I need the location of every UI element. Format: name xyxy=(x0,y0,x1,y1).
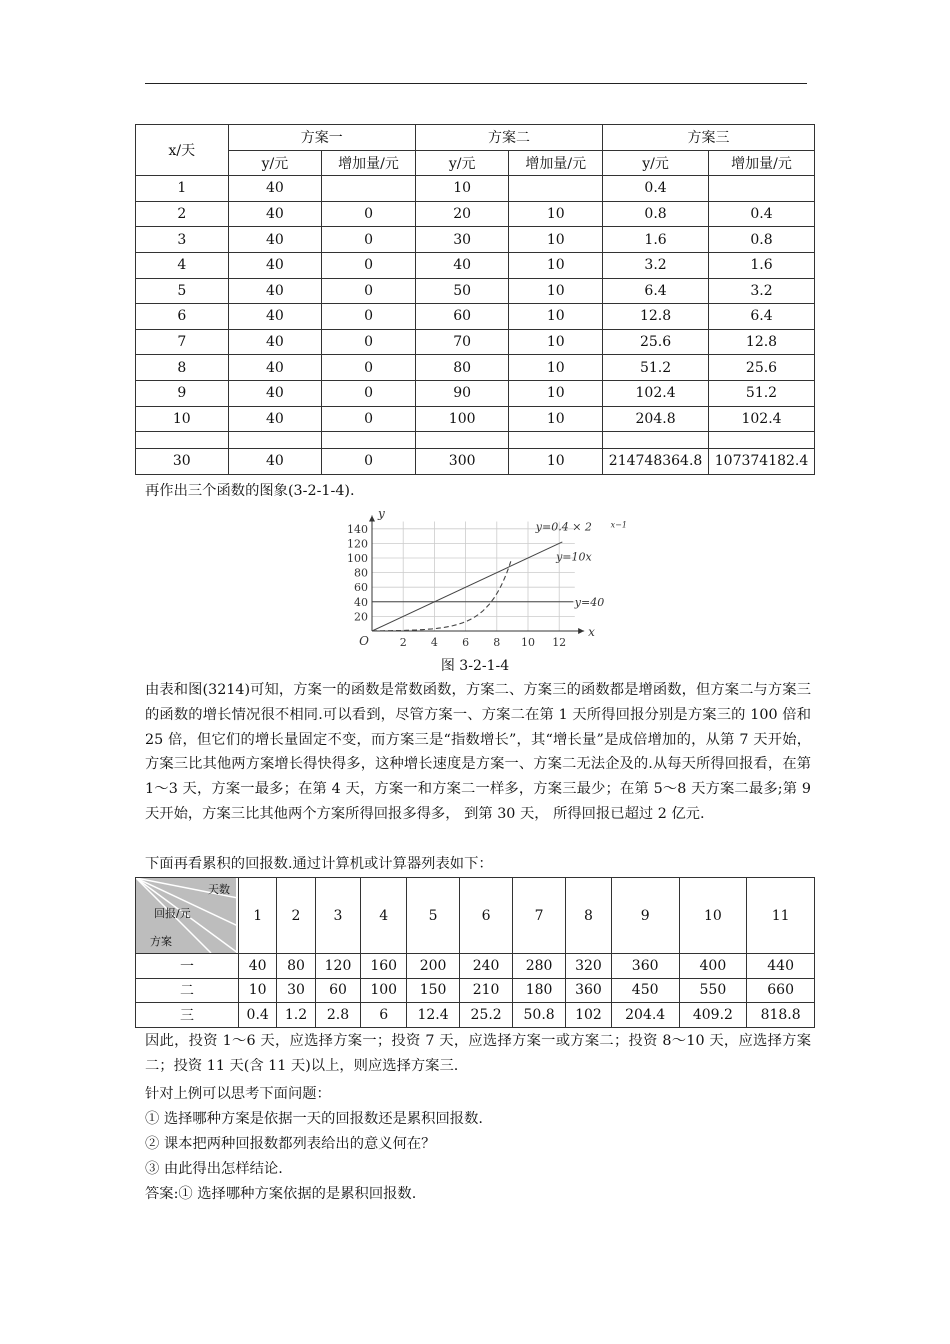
table-cell: 30 xyxy=(136,449,229,475)
day-header: 2 xyxy=(277,878,315,954)
table-cell: 0 xyxy=(322,278,416,304)
table-cell: 818.8 xyxy=(747,1003,815,1028)
table-cell xyxy=(228,432,322,449)
table-cell: 400 xyxy=(679,954,747,979)
y-tick-label: 40 xyxy=(354,595,368,609)
table-cell: 12.8 xyxy=(603,304,709,330)
table-cell: 0 xyxy=(322,201,416,227)
table-cell: 2.8 xyxy=(315,1003,361,1028)
day-header: 8 xyxy=(566,878,612,954)
table-cell: 440 xyxy=(747,954,815,979)
table-cell: 1 xyxy=(136,176,229,202)
answer-line: 答案:① 选择哪种方案依据的是累积回报数. xyxy=(145,1186,417,1202)
day-header: 7 xyxy=(513,878,566,954)
table-cell xyxy=(322,432,416,449)
x-tick-label: 2 xyxy=(399,636,407,649)
table-cell xyxy=(603,432,709,449)
x-tick-label: 6 xyxy=(462,636,470,649)
question-1: ① 选择哪种方案是依据一天的回报数还是累积回报数. xyxy=(145,1111,483,1127)
table-cell: 51.2 xyxy=(603,355,709,381)
day-header: 10 xyxy=(679,878,747,954)
series-label-exponential: y=0.4 × 2 xyxy=(535,520,592,534)
table-cell: 90 xyxy=(415,380,509,406)
table-cell: 0 xyxy=(322,252,416,278)
table-row xyxy=(136,329,815,355)
table-cell: 107374182.4 xyxy=(709,449,815,475)
table-cell: 10 xyxy=(509,380,603,406)
table-cell: 30 xyxy=(415,227,509,253)
x-tick-label: 12 xyxy=(552,636,567,649)
question-3: ③ 由此得出怎样结论. xyxy=(145,1161,283,1177)
intro-text: 再作出三个函数的图象(3-2-1-4). xyxy=(145,483,355,499)
sub-y: y/元 xyxy=(415,150,509,176)
table-cell: 450 xyxy=(611,978,679,1003)
table-cell: 204.8 xyxy=(603,406,709,432)
plan-label: 一 xyxy=(136,954,239,979)
table-cell xyxy=(415,432,509,449)
table-cell xyxy=(709,176,815,202)
table-cell: 2 xyxy=(136,201,229,227)
table-cell: 40 xyxy=(228,278,322,304)
table-cell: 0 xyxy=(322,355,416,381)
origin-label: O xyxy=(359,634,369,648)
table-cell: 6 xyxy=(136,304,229,330)
x-axis-arrow xyxy=(578,628,584,634)
y-tick-label: 100 xyxy=(347,552,368,565)
y-tick-label: 80 xyxy=(354,566,368,580)
header-plan-3: 方案三 xyxy=(603,125,815,151)
cumulative-intro: 下面再看累积的回报数.通过计算机或计算器列表如下： xyxy=(145,856,493,872)
sub-y: y/元 xyxy=(603,150,709,176)
cumulative-return-table xyxy=(135,877,815,1028)
table-cell: 0 xyxy=(322,380,416,406)
table-cell: 6 xyxy=(361,1003,407,1028)
day-header: 9 xyxy=(611,878,679,954)
x-axis-label: x xyxy=(588,625,595,639)
table-cell: 180 xyxy=(513,978,566,1003)
table-row xyxy=(136,380,815,406)
table-row xyxy=(136,176,815,202)
table-cell xyxy=(509,176,603,202)
table-cell: 9 xyxy=(136,380,229,406)
x-tick-label: 10 xyxy=(521,636,535,649)
conclusion-paragraph: 因此，投资 1～6 天，应选择方案一；投资 7 天，应选择方案一或方案二；投资 8～10 天，应选择方案二；投资 11 天(含 11 天)以上，则应选择方案三. xyxy=(145,1033,811,1074)
table-cell: 120 xyxy=(315,954,361,979)
table-cell: 280 xyxy=(513,954,566,979)
question-2: ② 课本把两种回报数都列表给出的意义何在？ xyxy=(145,1136,436,1152)
series-line-linear xyxy=(372,542,562,631)
table-cell xyxy=(136,432,229,449)
table-cell: 5 xyxy=(136,278,229,304)
question-intro: 针对上例可以思考下面问题： xyxy=(145,1086,331,1102)
table-cell: 25.6 xyxy=(603,329,709,355)
day-header: 11 xyxy=(747,878,815,954)
table-cell: 550 xyxy=(679,978,747,1003)
table-cell: 10 xyxy=(509,449,603,475)
x-tick-label: 4 xyxy=(430,636,438,649)
table-cell xyxy=(322,176,416,202)
table-cell: 50.8 xyxy=(513,1003,566,1028)
table-cell: 3.2 xyxy=(603,252,709,278)
table-row xyxy=(136,278,815,304)
day-header: 6 xyxy=(460,878,513,954)
table-cell: 80 xyxy=(277,954,315,979)
table-cell: 214748364.8 xyxy=(603,449,709,475)
table-cell: 10 xyxy=(509,329,603,355)
sub-y: y/元 xyxy=(228,150,322,176)
table-cell: 0.4 xyxy=(239,1003,277,1028)
header-plan-1: 方案一 xyxy=(228,125,415,151)
function-graph xyxy=(330,502,627,652)
figure-caption: 图 3-2-1-4 xyxy=(440,658,510,674)
table-cell: 10 xyxy=(509,406,603,432)
table-cell xyxy=(509,432,603,449)
table-cell: 204.4 xyxy=(611,1003,679,1028)
table-cell: 409.2 xyxy=(679,1003,747,1028)
table-cell: 102.4 xyxy=(709,406,815,432)
table-cell: 51.2 xyxy=(709,380,815,406)
table-cell: 0 xyxy=(322,449,416,475)
table-cell: 6.4 xyxy=(709,304,815,330)
y-axis-arrow xyxy=(369,516,375,522)
table-cell: 100 xyxy=(415,406,509,432)
table-cell: 40 xyxy=(228,406,322,432)
table-cell: 1.6 xyxy=(709,252,815,278)
series-label-constant: y=40 xyxy=(574,595,605,609)
table-cell: 1.6 xyxy=(603,227,709,253)
day-header: 1 xyxy=(239,878,277,954)
table-cell: 20 xyxy=(415,201,509,227)
table-cell: 0 xyxy=(322,227,416,253)
table-cell: 10 xyxy=(509,355,603,381)
table-cell: 10 xyxy=(239,978,277,1003)
table-cell: 3.2 xyxy=(709,278,815,304)
table-cell: 10 xyxy=(509,227,603,253)
day-header: 3 xyxy=(315,878,361,954)
table-cell: 102 xyxy=(566,1003,612,1028)
series-label-exponential-exponent: x−1 xyxy=(610,520,627,530)
sub-inc: 增加量/元 xyxy=(509,150,603,176)
table-cell: 10 xyxy=(415,176,509,202)
table-row xyxy=(136,406,815,432)
table-cell: 0.8 xyxy=(603,201,709,227)
table-cell: 3 xyxy=(136,227,229,253)
table-cell: 0.4 xyxy=(603,176,709,202)
daily-return-table xyxy=(135,124,815,475)
table-cell: 40 xyxy=(228,252,322,278)
plan-label: 三 xyxy=(136,1003,239,1028)
y-tick-label: 140 xyxy=(347,522,368,536)
header-plan-2: 方案二 xyxy=(415,125,602,151)
table-cell: 70 xyxy=(415,329,509,355)
table-row xyxy=(136,355,815,381)
table-cell: 60 xyxy=(415,304,509,330)
table-cell: 8 xyxy=(136,355,229,381)
series-line-exponential xyxy=(372,561,511,631)
table-row xyxy=(136,954,815,979)
table-cell: 12.8 xyxy=(709,329,815,355)
table-cell: 40 xyxy=(228,227,322,253)
table-row xyxy=(136,201,815,227)
analysis-paragraph: 由表和图(3214)可知，方案一的函数是常数函数，方案二、方案三的函数都是增函数，但方案二与方案三的函数的增长情况很不相同.可以看到，尽管方案一、方案二在第 1 天所得回报分别是方案三的 100 倍和 25 倍，但它们的增长量固定不变，而方案三是“指数增长”，其“增长量”是成倍增加的，从第 7 天开始，方案三比其他两方案增长得快得多，这种增长速度是方案一、方案二无法企及的.从每天所得回报看，在第 1～3 天，方案一最多；在第 4 天，方案一和方案二一样多，方案三最少；在第 5～8 天方案二最多;第 9 天开始，方案三比其他两个方案所得回报多得多， 到第 30 天， 所得回报已超过 2 亿元. xyxy=(145,682,811,822)
table-cell: 0 xyxy=(322,304,416,330)
header-x: x/天 xyxy=(136,125,229,176)
series-label-linear: y=10x xyxy=(556,550,592,564)
table-cell: 40 xyxy=(228,201,322,227)
table-cell: 1.2 xyxy=(277,1003,315,1028)
table-cell: 0.4 xyxy=(709,201,815,227)
table-cell: 0 xyxy=(322,406,416,432)
y-tick-label: 20 xyxy=(354,610,368,624)
table-row xyxy=(136,227,815,253)
sub-inc: 增加量/元 xyxy=(709,150,815,176)
table-cell: 150 xyxy=(407,978,460,1003)
table-cell: 10 xyxy=(509,304,603,330)
sub-inc: 增加量/元 xyxy=(322,150,416,176)
table-cell: 200 xyxy=(407,954,460,979)
day-header: 4 xyxy=(361,878,407,954)
y-tick-label: 60 xyxy=(354,581,368,595)
table-cell: 102.4 xyxy=(603,380,709,406)
table-cell: 6.4 xyxy=(603,278,709,304)
table-cell: 80 xyxy=(415,355,509,381)
table-cell: 12.4 xyxy=(407,1003,460,1028)
table-cell: 40 xyxy=(228,449,322,475)
x-tick-label: 8 xyxy=(493,636,501,649)
corner-return: 回报/元 xyxy=(154,907,191,920)
table-cell: 160 xyxy=(361,954,407,979)
table-cell: 25.2 xyxy=(460,1003,513,1028)
table-cell: 10 xyxy=(136,406,229,432)
table-cell: 40 xyxy=(228,304,322,330)
table-cell: 0.8 xyxy=(709,227,815,253)
table-cell: 320 xyxy=(566,954,612,979)
table-cell: 40 xyxy=(228,355,322,381)
corner-plan: 方案 xyxy=(150,935,172,948)
plan-label: 二 xyxy=(136,978,239,1003)
table-cell: 40 xyxy=(228,329,322,355)
table-row xyxy=(136,252,815,278)
table-row xyxy=(136,1003,815,1028)
table-row xyxy=(136,449,815,475)
table-cell: 300 xyxy=(415,449,509,475)
table-cell: 10 xyxy=(509,252,603,278)
day-header: 5 xyxy=(407,878,460,954)
table-cell: 40 xyxy=(228,176,322,202)
corner-cell xyxy=(136,878,239,954)
table-cell: 660 xyxy=(747,978,815,1003)
table-cell: 210 xyxy=(460,978,513,1003)
table-cell: 10 xyxy=(509,201,603,227)
header-rule xyxy=(145,83,807,84)
table-row-gap xyxy=(136,432,815,449)
table-row xyxy=(136,978,815,1003)
table-cell: 0 xyxy=(322,329,416,355)
table-cell: 50 xyxy=(415,278,509,304)
table-cell: 360 xyxy=(566,978,612,1003)
table-cell: 60 xyxy=(315,978,361,1003)
y-axis-label: y xyxy=(378,506,385,521)
table-cell xyxy=(709,432,815,449)
y-tick-label: 120 xyxy=(347,537,368,551)
table-cell: 4 xyxy=(136,252,229,278)
table-cell: 40 xyxy=(239,954,277,979)
table-cell: 25.6 xyxy=(709,355,815,381)
table-cell: 100 xyxy=(361,978,407,1003)
table-cell: 240 xyxy=(460,954,513,979)
table-cell: 30 xyxy=(277,978,315,1003)
table-cell: 40 xyxy=(228,380,322,406)
corner-days: 天数 xyxy=(208,883,230,896)
table-row xyxy=(136,304,815,330)
table-cell: 360 xyxy=(611,954,679,979)
table-cell: 10 xyxy=(509,278,603,304)
table-cell: 7 xyxy=(136,329,229,355)
table-cell: 40 xyxy=(415,252,509,278)
